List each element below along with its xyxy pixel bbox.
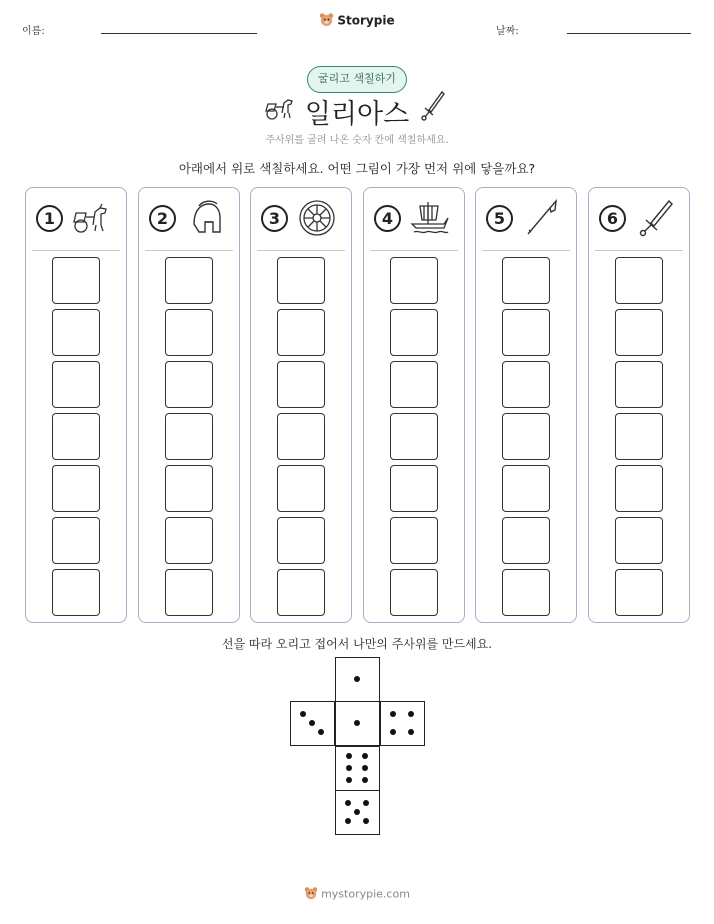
coloring-cell[interactable] <box>390 257 438 304</box>
column-number: 2 <box>149 205 176 232</box>
dice-pip <box>345 818 351 824</box>
column-5 <box>475 187 577 623</box>
coloring-cell[interactable] <box>165 465 213 512</box>
dice-pip <box>346 753 352 759</box>
column-3 <box>250 187 352 623</box>
coloring-cell[interactable] <box>502 465 550 512</box>
coloring-cell[interactable] <box>390 309 438 356</box>
coloring-cell[interactable] <box>390 361 438 408</box>
date-label: 날짜: <box>496 26 519 37</box>
column-divider <box>145 250 233 251</box>
footer-url: mystorypie.com <box>321 887 410 901</box>
column-1 <box>25 187 127 623</box>
coloring-cell[interactable] <box>165 517 213 564</box>
coloring-cell[interactable] <box>615 361 663 408</box>
coloring-cell[interactable] <box>277 257 325 304</box>
dice-pip <box>408 729 414 735</box>
coloring-cell[interactable] <box>165 361 213 408</box>
brand-logo <box>0 12 714 30</box>
dice-pip <box>354 676 360 682</box>
coloring-cell[interactable] <box>52 257 100 304</box>
column-divider <box>482 250 570 251</box>
dice-face-4 <box>380 701 425 746</box>
footer <box>0 886 714 903</box>
column-divider <box>32 250 120 251</box>
column-divider <box>370 250 458 251</box>
coloring-cell[interactable] <box>390 517 438 564</box>
dice-pip <box>354 720 360 726</box>
dice-pip <box>390 729 396 735</box>
column-2 <box>138 187 240 623</box>
coloring-cell[interactable] <box>52 361 100 408</box>
column-number: 3 <box>261 205 288 232</box>
dice-pip <box>363 800 369 806</box>
coloring-cell[interactable] <box>52 465 100 512</box>
dice-pip <box>300 711 306 717</box>
dice-face-1 <box>335 701 380 746</box>
page-subtitle: 주사위를 굴려 나온 숫자 칸에 색칠하세요. <box>265 135 449 146</box>
coloring-cell[interactable] <box>52 413 100 460</box>
title-sword-icon <box>420 90 446 124</box>
coloring-cell[interactable] <box>502 309 550 356</box>
coloring-cell[interactable] <box>502 569 550 616</box>
dice-pip <box>408 711 414 717</box>
coloring-cell[interactable] <box>390 413 438 460</box>
column-number: 5 <box>486 205 513 232</box>
dice-pip <box>362 765 368 771</box>
name-label: 이름: <box>22 26 45 37</box>
brand-name: Storypie <box>337 13 395 28</box>
date-line <box>567 33 691 34</box>
column-number: 6 <box>599 205 626 232</box>
chariot-icon <box>72 198 112 238</box>
dice-face-1 <box>335 657 380 702</box>
coloring-cell[interactable] <box>277 361 325 408</box>
column-divider <box>257 250 345 251</box>
coloring-cell[interactable] <box>615 413 663 460</box>
column-4 <box>363 187 465 623</box>
coloring-cell[interactable] <box>277 465 325 512</box>
dice-pip <box>362 777 368 783</box>
bear-icon <box>319 12 334 30</box>
column-number: 4 <box>374 205 401 232</box>
page-title: 일리아스 <box>304 99 410 130</box>
dice-pip <box>363 818 369 824</box>
coloring-cell[interactable] <box>502 361 550 408</box>
coloring-cell[interactable] <box>615 309 663 356</box>
activity-badge: 굴리고 색칠하기 <box>307 66 407 93</box>
helmet-icon <box>185 198 225 238</box>
ship-icon <box>410 198 450 238</box>
dice-face-3 <box>290 701 335 746</box>
column-divider <box>595 250 683 251</box>
coloring-cell[interactable] <box>277 413 325 460</box>
dice-instruction: 선을 따라 오리고 접어서 나만의 주사위를 만드세요. <box>221 637 493 651</box>
coloring-cell[interactable] <box>390 569 438 616</box>
dice-pip <box>318 729 324 735</box>
dice-pip <box>346 777 352 783</box>
coloring-cell[interactable] <box>615 465 663 512</box>
coloring-cell[interactable] <box>615 257 663 304</box>
dice-pip <box>362 753 368 759</box>
coloring-cell[interactable] <box>615 569 663 616</box>
coloring-cell[interactable] <box>502 517 550 564</box>
shield-icon <box>297 198 337 238</box>
name-line <box>101 33 257 34</box>
coloring-cell[interactable] <box>52 517 100 564</box>
coloring-cell[interactable] <box>165 569 213 616</box>
coloring-cell[interactable] <box>615 517 663 564</box>
footer-bear-icon <box>304 886 318 903</box>
dice-pip <box>309 720 315 726</box>
coloring-cell[interactable] <box>277 309 325 356</box>
dice-pip <box>354 809 360 815</box>
coloring-instruction: 아래에서 위로 색칠하세요. 어떤 그림이 가장 먼저 위에 닿을까요? <box>178 161 536 176</box>
coloring-cell[interactable] <box>502 257 550 304</box>
coloring-cell[interactable] <box>165 257 213 304</box>
dice-pip <box>346 765 352 771</box>
coloring-cell[interactable] <box>277 517 325 564</box>
coloring-cell[interactable] <box>277 569 325 616</box>
column-number: 1 <box>36 205 63 232</box>
coloring-cell[interactable] <box>165 413 213 460</box>
coloring-cell[interactable] <box>390 465 438 512</box>
coloring-cell[interactable] <box>52 309 100 356</box>
coloring-cell[interactable] <box>502 413 550 460</box>
dice-face-6 <box>335 746 380 791</box>
dice-pip <box>345 800 351 806</box>
dice-face-5 <box>335 790 380 835</box>
coloring-cell[interactable] <box>52 569 100 616</box>
column-6 <box>588 187 690 623</box>
dice-pip <box>390 711 396 717</box>
coloring-cell[interactable] <box>165 309 213 356</box>
sword-icon <box>635 198 675 238</box>
spear-icon <box>522 198 562 238</box>
